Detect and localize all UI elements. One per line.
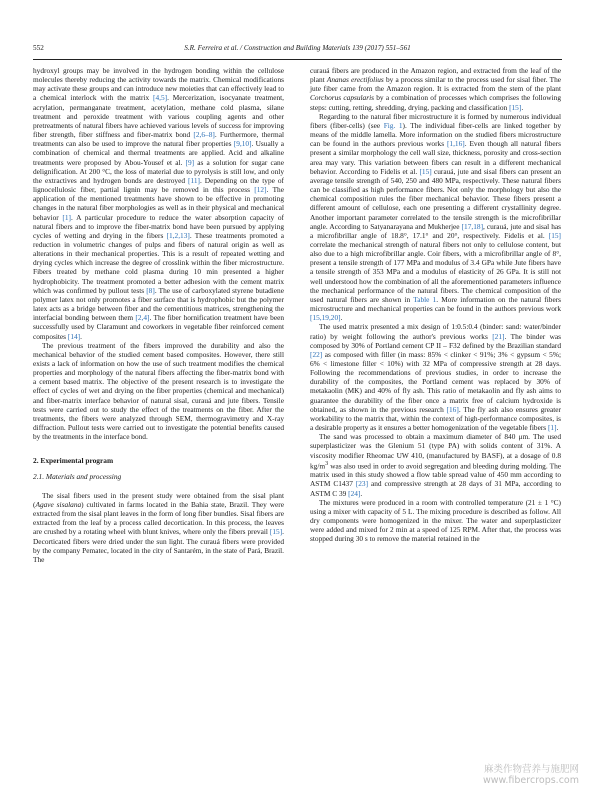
text-run: . Usually a combination of chemical and thermal treatments are applied. Acid and alkaline treatments were proposed by Abou-Yousef et al. (33, 139, 284, 167)
watermark-line: 麻类作物营养与施肥网 (483, 764, 579, 775)
text-run: . Mercerization, isocyanate treatment, acrylation, permanganate treatment, acetylation, methane cold plasma, silane treatment and peroxide treatment with various coupling agents and other pretreatments of natural fibers have achieved various levels of success for improving fiber strength, fiber stiffness and fiber-matrix bond (33, 93, 285, 140)
paragraph (33, 491, 284, 564)
citation-link[interactable]: [14] (67, 331, 81, 341)
citation-link[interactable]: [15] (269, 527, 283, 537)
text-run: . The fiber hornification treatment have been successfully used by Claramunt and coworkers in vegetable fiber reinforced cement composites (33, 313, 285, 341)
italic-term: Ananas erectifolius (326, 75, 384, 85)
text-run: The sand was processed to obtain a maximum diameter of 840 μm. The used superplasticizer was the Glenium 51 (type PA) with solids content of 31%. A viscosity modifier Rheomac UW 410, (manufactured by BASF), at a dosage of 0.8 kg/m (310, 432, 561, 471)
text-run: The sisal fibers used in the present study were obtained from the sisal plant ( (33, 490, 284, 509)
citation-link[interactable]: [16] (446, 404, 459, 414)
citation-link[interactable]: [15] (509, 102, 522, 112)
superscript: 3 (325, 460, 329, 467)
citation-link[interactable]: [1] (62, 212, 71, 222)
text-run: by a process similar to the process used for sisal fiber. The jute fiber came from the Amazon region. It is extracted from the stem of the plant (310, 75, 561, 94)
citation-link[interactable]: [9] (185, 157, 195, 167)
citation-link[interactable]: [1,2,13] (166, 230, 190, 240)
citation-link[interactable]: [2,6–8] (193, 130, 215, 140)
citation-link[interactable]: [21] (492, 331, 505, 341)
citation-link[interactable]: [4,5] (153, 93, 168, 103)
text-run: . (340, 313, 343, 323)
paragraph (310, 322, 561, 432)
citation-link[interactable]: [12] (254, 185, 267, 195)
italic-term: Corchorus capsularis (310, 93, 374, 103)
text-run: curauá, jute and sisal fibers can present an average tensile strength of 540, 250 and 480 MPa, respectively. These natural fibers can be classified as high performance fibers. Not only the morphology but also the chemical composition rules the fiber mechanical behavior. These fibers present a different amount of cellulose, each one presenting a different crystallinity degree. Another important parameter correlated to the tensile strength is the microfibrillar angle. According to Satyanarayana and Mukherjee (310, 166, 562, 231)
running-head-title: S.R. Ferreira et al. / Construction and Building Materials 139 (2017) 551–561 (184, 44, 411, 52)
citation-link[interactable]: [11] (188, 175, 200, 185)
watermark-url: www.fibercrops.com (482, 775, 579, 786)
paragraph (310, 66, 561, 112)
citation-link[interactable]: [17,18] (461, 221, 484, 231)
section-heading: 2. Experimental program (33, 456, 114, 466)
text-run: . (80, 331, 82, 341)
text-run: The used matrix presented a mix design of 1:0.5:0.4 (binder: sand: water/binder ratio) by weight following the author's previous works (310, 322, 561, 341)
text-run: . The binder was composed by 30% of Portland cement CP II – F32 defined by the Brazilian standard (310, 331, 561, 350)
text-run: . (521, 102, 524, 112)
italic-term: Agave sisalana (35, 499, 82, 509)
right-column (310, 66, 561, 544)
paragraph: The mixtures were produced in a room with controlled temperature (21 ± 1 °C) using a mixer with capacity of 5 L. The mixing procedure is described as follow. All dry components were homogenized in the mixer. The water and superplasticizer were added and mixed for 2 min at a speed of 125 RPM. After that, the process was stopped during 30 s to remove the material retained in the (310, 497, 561, 544)
text-run: . These treatments promoted a reduction in volumetric changes of pulps and fibers of natural origin as well as alterations in their mechanical properties. This is a result of repeated wetting and drying cycles which increase the degree of crosslink within the fiber microstructure. Fibers treated by methane cold plasma during 10 min presented a higher hydrophobicity. The treatment promoted a better adhesion with the cement matrix which was confirmed by pullout tests (33, 230, 284, 295)
text-run: was also used in order to avoid segregation and bleeding during molding. The matrix used in this study showed a flow table spread value of 450 mm according to ASTM C1437 (310, 461, 561, 489)
subsection-heading: 2.1. Materials and processing (33, 471, 122, 481)
text-run: . The use of carboxylated styrene butadiene polymer latex not only promotes a fiber surface that is hydrophobic but the polymer latex acts as a bridge between fiber and the cementitious matrices, strengthening the interfacial bonding between them (33, 285, 284, 323)
text-run: and compressive strength at 28 days of 31 MPa, according to ASTM C 39 (310, 479, 561, 498)
text-run: correlate the mechanical strength of natural fibers not only to cellulose content, but also due to a high microfibrillar angle. Coir fibers, with a microfibrillar angle of 8°, present a tensile strength of 177 MPa and modulus of 3.4 GPa while Jute fibers have a tensile strength of 353 MPa and a modulus of elasticity of 26 GPa. It is still not well understood how the combination of all the aforementioned parameters influence the mechanical performance of the natural fibers. The chemical composition of the used natural fibers are shown in (310, 239, 561, 304)
citation-link[interactable]: [23] (355, 479, 369, 489)
paragraph (310, 112, 561, 323)
citation-link[interactable]: [2,4] (135, 313, 150, 323)
citation-link[interactable]: [8] (146, 285, 155, 295)
text-run: . Decorticated fibers were dried under the sun light. The curauá fibers were provided by the company Pematec, located in the city of Santarém, in the state of Pará, Brazil. The (33, 527, 284, 564)
text-run: Regarding to the natural fiber microstructure it is formed by numerous individual fibers (fiber-cells) (see (310, 111, 561, 130)
citation-link[interactable]: Table 1 (413, 294, 437, 304)
text-run: as composed with filler (in mass: 85% < clinker < 91%; 3% < gypsum < 5%; 6% < limestone filler < 10%) with 32 MPa of compressive strength at 28 days. Following the recommendations of previous studies, in order to increase the durability of the composites, the Portland cement was replaced by 30% of metakaolin (MK) and 40% of fly ash. This ratio of metakaolin and fly ash aims to guarantee the durability of the fiber once a matrix free of calcium hydroxide is obtained, as shown in the previous research (310, 349, 561, 414)
citation-link[interactable]: [1] (547, 423, 557, 433)
citation-link[interactable]: [24] (348, 488, 361, 498)
page-number: 552 (33, 44, 44, 52)
text-run: . Even though all natural fibers present a similar morphology the cell wall size, thickness, porosity and cross-section area may vary. This variation between fibers can result in a different mechanical behavior. According to Fidelis et al. (310, 139, 561, 176)
citation-link[interactable]: [1,16] (446, 139, 465, 149)
text-run: . (556, 423, 559, 433)
running-header (33, 44, 562, 56)
paragraph: The previous treatment of the fibers improved the durability and also the mechanical behavior of the studied cement based composites. However, there still exists a lack of information on how the use of such treatment modifies the chemical properties and morphology of the natural fibers affecting the fiber-matrix bond with a cement based matrix. The objective of the present research is to investigate the effect of cycles of wet and drying on the fiber properties (chemical and mechanical) and fiber-matrix interface behavior of natural sisal, curauá and jute fibers. Tensile tests were carried out to study the effect of the treatments on the fiber. After the treatments, the fibers were analyzed through SEM, thermogravimetry and X-ray diffraction. Pullout tests were carried out to investigate the potential benefits caused by the treatments in the interface bond. (33, 340, 284, 442)
text-run: . Depending on the type of lignocellulosic fiber, partial lignin may be removed in this process (33, 175, 284, 195)
citation-link[interactable]: [9,10] (233, 139, 252, 149)
paragraph (33, 66, 284, 341)
text-run: , curauá, jute and sisal has a microfibrillar angle of 18.8°, 17.1° and 20°, respectively. Fidelis et al. (310, 221, 561, 240)
text-run: hydroxyl groups may be involved in the hydrogen bonding within the cellulose molecules thereby reducing the activity towards the matrix. Chemical modifications may activate these groups and can introduce new moieties that can effectively lead to a chemical interlock with the matrix (33, 66, 284, 103)
header-rule (33, 59, 562, 60)
text-run: ). The individual fiber-cells are linked together by means of the middle lamella. More information on the studied fibers microstructure can be found in the authors previous works (310, 120, 562, 149)
text-run: by a combination of processes which comprises the following steps: cutting, retting, shredding, drying, packing and classification (310, 93, 561, 112)
text-run: . More information on the natural fibers microstructure and mechanical properties can be found in the authors previous work (310, 294, 562, 314)
text-run: curauá fibers are produced in the Amazon region, and extracted from the leaf of the plant (310, 66, 561, 85)
text-run: ) cultivated in farms located in the Bahia state, Brazil. They were extracted from the sisal plant leaves in the form of long fiber bundles. Sisal fibers are extracted from the leaf by a process called decortication. In this process, the leaves are crushed by a rotating wheel with blunt knives, where only the fibers prevail (33, 499, 285, 537)
citation-link[interactable]: Fig. 1 (383, 120, 403, 130)
text-run: . The fly ash also ensures greater workability to the matrix that, within the context of high-performance composites, is a desirable property as it ensures a better homogenization of the vegetable fibers (310, 404, 562, 433)
text-run: . A particular procedure to reduce the water absorption capacity of natural fibers and to improve the fiber-matrix bond have been pursued by applying cycles of wetting and drying in the fibers (33, 212, 284, 240)
site-watermark (483, 764, 579, 786)
text-run: as a solution for sugar cane delignification. At 200 °C, the loss of material due to pyrolysis is still low, and only the extractives and hydrogen bonds are destroyed (33, 157, 284, 185)
text-run: . (360, 488, 363, 498)
citation-link[interactable]: [22] (310, 349, 323, 359)
paragraph (310, 432, 561, 498)
citation-link[interactable]: [15] (419, 166, 432, 176)
left-column (33, 66, 284, 564)
text-run: . Furthermore, thermal treatments can also be used to improve the natural fiber properties (33, 130, 285, 149)
citation-link[interactable]: [15,19,20] (310, 313, 341, 323)
citation-link[interactable]: [15] (548, 230, 561, 240)
text-run: . The application of the mentioned treatments have shown to be effective in promoting changes in the natural fiber morphologies as well as in their physical and mechanical behavior (33, 185, 284, 222)
